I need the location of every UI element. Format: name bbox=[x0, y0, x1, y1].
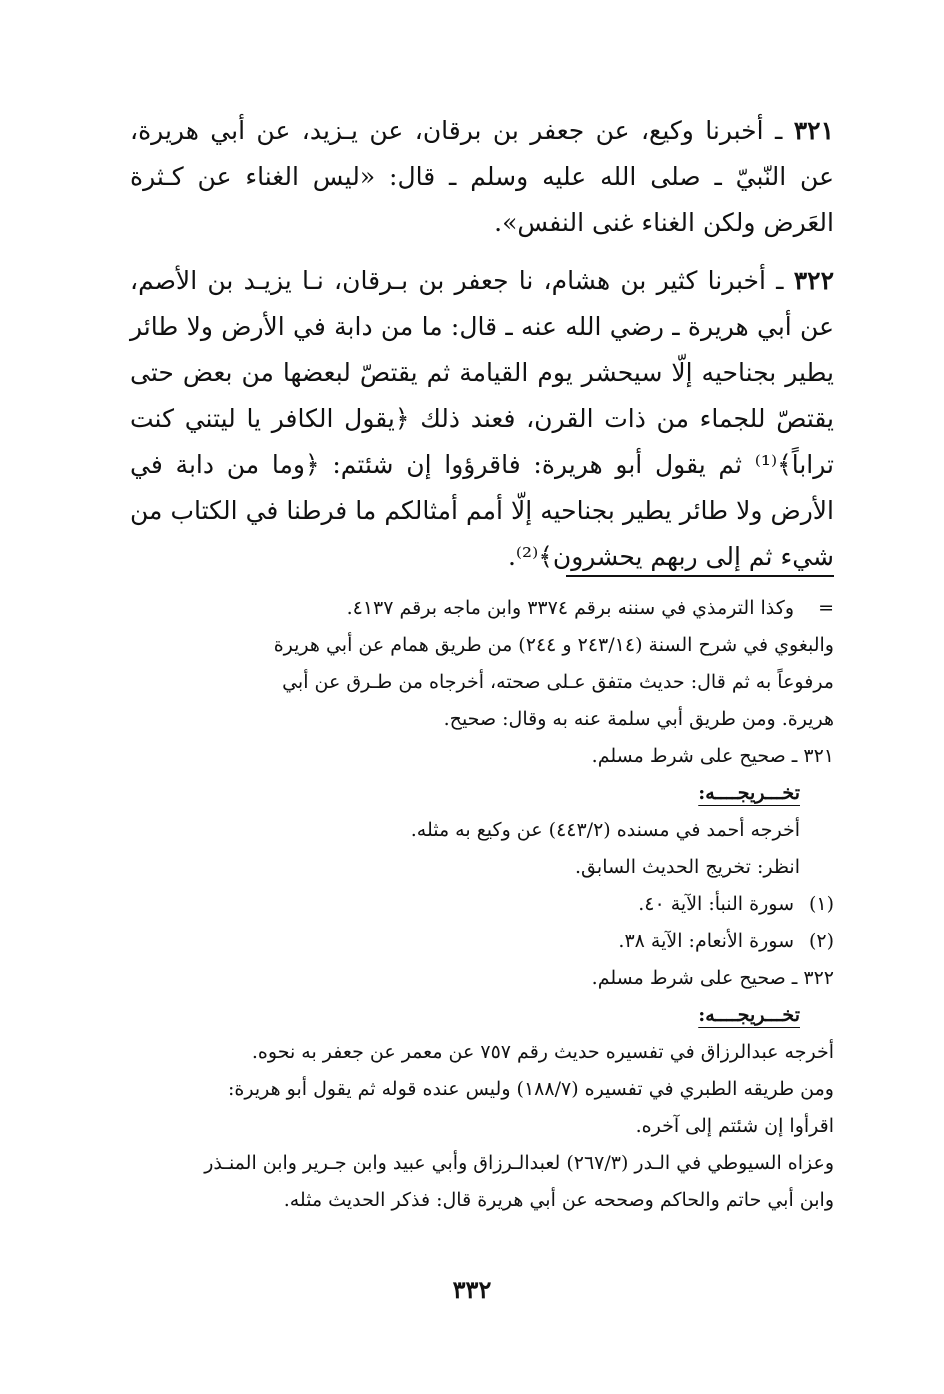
takhrij-heading: تخـــريجــــه: bbox=[698, 1004, 800, 1026]
footnote-2 bbox=[130, 923, 834, 960]
footnotes bbox=[130, 590, 834, 1219]
footnote-line: ومن طريقه الطبري في تفسيره (١٨٨/٧) وليس عنده قوله ثم يقول أبو هريرة: bbox=[228, 1078, 834, 1100]
main-text bbox=[130, 108, 834, 580]
footnote-line: وابن أبي حاتم والحاكم وصححه عن أبي هريرة قال: فذكر الحديث مثله. bbox=[283, 1189, 834, 1211]
footnote-line: هريرة. ومن طريق أبي سلمة عنه به وقال: صحيح. bbox=[443, 708, 834, 730]
hadith-321 bbox=[130, 108, 834, 246]
footnote-line: اقرأوا إن شئتم إلى آخره. bbox=[635, 1115, 834, 1137]
hadith-number: ٣٢١ bbox=[793, 116, 835, 145]
footnote-line: أخرجه عبدالرزاق في تفسيره حديث رقم ٧٥٧ عن معمر عن جعفر به نحوه. bbox=[251, 1041, 834, 1063]
footnote-line: والبغوي في شرح السنة (٢٤٣/١٤ و ٢٤٤) من طريق همام عن أبي هريرة bbox=[273, 634, 834, 656]
footnote-line: انظر: تخريج الحديث السابق. bbox=[575, 856, 800, 878]
footnote-line: وكذا الترمذي في سننه برقم ٣٣٧٤ وابن ماجه برقم ٤١٣٧. bbox=[346, 597, 794, 619]
footnote-line: أخرجه أحمد في مسنده (٤٤٣/٢) عن وكيع به مثله. bbox=[410, 819, 800, 841]
footnote-text: سورة النبأ: الآية ٤٠. bbox=[638, 893, 794, 915]
footnote-marker: (١) bbox=[808, 893, 834, 915]
takhrij-321-verdict: ٣٢١ ـ صحيح على شرط مسلم. bbox=[591, 745, 834, 767]
footnote-separator bbox=[566, 575, 834, 577]
footnote-continuation bbox=[130, 590, 834, 627]
continuation-mark: = bbox=[818, 597, 834, 619]
hadith-text: ـ أخبرنا كثير بن هشام، نا جعفر بن بـرقان، نـا يزيـد بن الأصم، عن أبي هريرة ـ رضي الله عنه ـ قال: ما من دابة في الأرض ولا طائر يطير بجناحيه إلّا سيحشر يوم القيامة ثم يقتصّ لبعضها من بعض حتى يقتصّ للجماء من ذات القرن، فعند ذلك ﴿يقول الكافر يا ليتني كنت تراباً﴾⁽¹⁾ ثم يقول أبو هريرة: فاقرؤوا إن شئتم: ﴿وما من دابة في الأرض ولا طائر يطير بجناحيه إلّا أمم أمثالكم ما فرطنا في الكتاب من شيء ثم إلى ربهم يحشرون﴾⁽²⁾. bbox=[130, 266, 834, 571]
footnote-marker: (٢) bbox=[808, 930, 834, 952]
footnote-line: مرفوعاً به ثم قال: حديث متفق عـلى صحته، أخرجاه من طـرق عن أبي bbox=[282, 671, 834, 693]
takhrij-heading: تخـــريجــــه: bbox=[698, 782, 800, 804]
hadith-text: ـ أخبرنا وكيع، عن جعفر بن برقان، عن يـزيد، عن أبي هريرة، عن النّبيّ ـ صلى الله عليه وسلم ـ قال: «ليس الغناء عن كـثرة العَرض ولكن الغناء غنى النفس». bbox=[130, 116, 834, 237]
hadith-322 bbox=[130, 258, 834, 580]
footnote-line: وعزاه السيوطي في الـدر (٢٦٧/٣) لعبدالـرزاق وأبي عبيد وابن جـرير وابن المنـذر bbox=[204, 1152, 834, 1174]
takhrij-322-verdict: ٣٢٢ ـ صحيح على شرط مسلم. bbox=[591, 967, 834, 989]
hadith-number: ٣٢٢ bbox=[793, 266, 835, 295]
page-number: ٣٣٢ bbox=[452, 1275, 492, 1304]
footnote-1 bbox=[130, 886, 834, 923]
footnote-text: سورة الأنعام: الآية ٣٨. bbox=[618, 930, 794, 952]
